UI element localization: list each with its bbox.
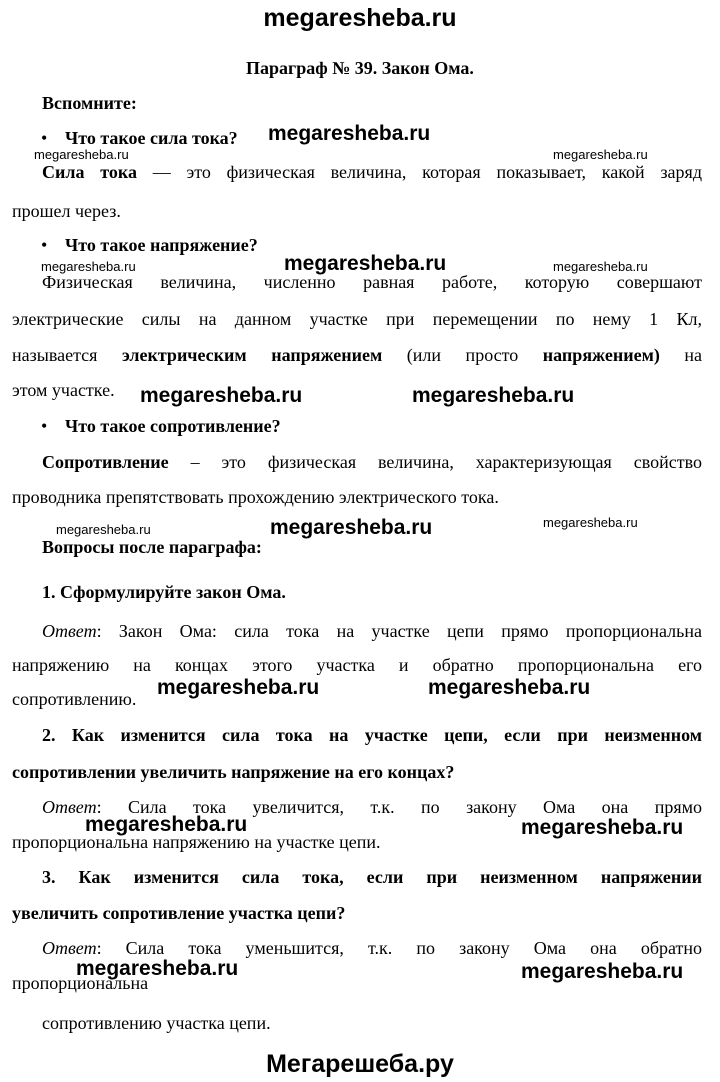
watermark: megaresheba.ru — [34, 147, 129, 162]
answer-1-line-3: сопротивлению. — [12, 689, 137, 709]
watermark: megaresheba.ru — [56, 522, 151, 537]
remember-answer-1-line-1: Сила тока — это физическая величина, которая показывает, какой заряд — [42, 162, 702, 182]
remember-answer-2-line-2: электрические силы на данном участке при перемещении по нему 1 Кл, — [12, 309, 702, 329]
answer-1-line-1: Ответ: Закон Ома: сила тока на участке цепи прямо пропорциональна — [42, 621, 702, 641]
footer-brand: Мегарешеба.ру — [266, 1050, 454, 1078]
question-3-line-1: 3. Как изменится сила тока, если при неизменном напряжении — [42, 867, 702, 887]
answer-2-line-1: Ответ: Сила тока увеличится, т.к. по закону Ома она прямо — [42, 797, 702, 817]
watermark: megaresheba.ru — [41, 259, 136, 274]
watermark: megaresheba.ru — [521, 816, 684, 839]
remember-answer-3-line-1: Сопротивление – это физическая величина, характеризующая свойство — [42, 452, 702, 472]
remember-answer-2-line-4: этом участке. — [12, 380, 115, 400]
watermark: megaresheba.ru — [521, 960, 684, 983]
watermark: megaresheba.ru — [428, 676, 591, 699]
watermark: megaresheba.ru — [157, 676, 320, 699]
remember-answer-3-line-2: проводника препятствовать прохождению электрического тока. — [12, 487, 499, 507]
answer-1-line-2: напряжению на концах этого участка и обратно пропорциональна его — [12, 655, 702, 675]
answer-3-line-2: пропорциональна — [12, 973, 149, 993]
watermark: megaresheba.ru — [268, 122, 431, 145]
question-3-line-2: увеличить сопротивление участка цепи? — [12, 903, 346, 923]
remember-question-2: • Что такое напряжение? — [65, 235, 258, 256]
remember-answer-1-line-2: прошел через. — [12, 201, 121, 221]
watermark: megaresheba.ru — [412, 384, 575, 407]
watermark: megaresheba.ru — [543, 515, 638, 530]
question-2-line-2: сопротивлении увеличить напряжение на его концах? — [12, 762, 455, 782]
questions-heading: Вопросы после параграфа: — [42, 537, 262, 557]
watermark: megaresheba.ru — [140, 384, 303, 407]
answer-3-line-1: Ответ: Сила тока уменьшится, т.к. по закону Ома она обратно — [42, 938, 702, 958]
watermark: megaresheba.ru — [270, 516, 433, 539]
page-title: Параграф № 39. Закон Ома. — [246, 58, 474, 78]
site-header: megaresheba.ru — [263, 4, 457, 32]
watermark: megaresheba.ru — [284, 252, 447, 275]
watermark: megaresheba.ru — [553, 147, 648, 162]
remember-heading: Вспомните: — [42, 93, 137, 113]
watermark: megaresheba.ru — [85, 813, 248, 836]
remember-question-3: • Что такое сопротивление? — [65, 416, 281, 437]
watermark: megaresheba.ru — [553, 259, 648, 274]
question-1: 1. Сформулируйте закон Ома. — [42, 582, 286, 602]
remember-question-1: • Что такое сила тока? — [65, 128, 238, 149]
answer-2-line-2: пропорциональна напряжению на участке цепи. — [12, 832, 381, 852]
question-2-line-1: 2. Как изменится сила тока на участке цепи, если при неизменном — [42, 725, 702, 745]
remember-answer-2-line-3: называется электрическим напряжением (или просто напряжением) на — [12, 345, 702, 365]
answer-3-line-3: сопротивлению участка цепи. — [42, 1013, 271, 1033]
watermark: megaresheba.ru — [76, 957, 239, 980]
remember-answer-2-line-1: Физическая величина, численно равная работе, которую совершают — [42, 272, 702, 292]
